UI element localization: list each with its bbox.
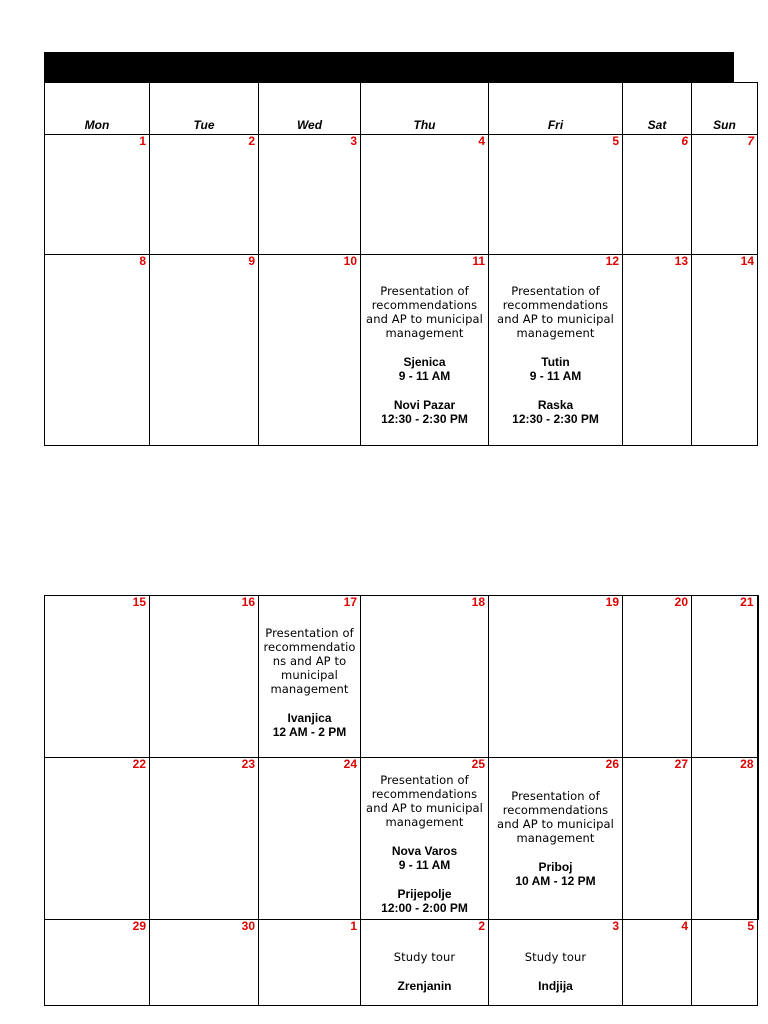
day-number: 4 [478, 134, 485, 148]
weekday-sun: Sun [692, 83, 758, 135]
event-block[interactable] [361, 284, 488, 426]
event-location: Priboj [538, 860, 573, 874]
event-location: Zrenjanin [397, 979, 452, 993]
event-time: 10 AM - 12 PM [515, 874, 596, 888]
event-block[interactable] [489, 284, 622, 426]
week-row-2 [45, 255, 758, 446]
day-number: 15 [132, 595, 146, 609]
day-number: 5 [747, 919, 754, 933]
day-cell[interactable] [489, 135, 623, 255]
event-time: 9 - 11 AM [398, 369, 451, 383]
day-number: 4 [681, 919, 688, 933]
day-number: 20 [674, 595, 688, 609]
day-number: 13 [674, 254, 688, 268]
event-block[interactable] [489, 950, 622, 993]
event-description: Study tour [393, 950, 456, 964]
day-cell[interactable] [150, 920, 259, 1006]
day-cell[interactable] [45, 758, 150, 920]
day-number: 12 [605, 254, 619, 268]
event-location: Prijepolje [397, 887, 452, 901]
weekday-fri: Fri [489, 83, 623, 135]
day-cell[interactable] [259, 596, 361, 758]
day-number: 10 [343, 254, 357, 268]
event-description: Presentation of recommendations and AP to municipal management [366, 773, 483, 829]
day-cell[interactable] [361, 920, 489, 1006]
day-cell[interactable] [489, 596, 623, 758]
weekday-tue: Tue [150, 83, 259, 135]
event-block[interactable] [361, 950, 488, 993]
day-number: 9 [248, 254, 255, 268]
day-cell[interactable] [623, 135, 692, 255]
event-location: Raska [537, 398, 574, 412]
day-cell[interactable] [150, 135, 259, 255]
day-number: 14 [740, 254, 754, 268]
week-row-1 [45, 135, 758, 255]
day-cell[interactable] [361, 596, 489, 758]
day-number: 21 [740, 595, 754, 609]
day-cell[interactable] [45, 596, 150, 758]
day-cell[interactable] [259, 255, 361, 446]
day-cell[interactable] [259, 920, 361, 1006]
event-time: 9 - 11 AM [398, 858, 451, 872]
week-row-4 [45, 758, 758, 920]
event-location: Novi Pazar [393, 398, 456, 412]
event-location: Sjenica [403, 355, 446, 369]
day-cell[interactable] [623, 758, 692, 920]
day-number: 5 [612, 134, 619, 148]
day-number: 26 [605, 757, 619, 771]
day-number: 27 [674, 757, 688, 771]
day-cell[interactable] [692, 255, 758, 446]
event-description: Presentation of recommendations and AP to municipal management [497, 789, 614, 845]
event-time: 9 - 11 AM [529, 369, 582, 383]
day-number: 24 [343, 757, 357, 771]
weekday-thu: Thu [361, 83, 489, 135]
event-location: Ivanjica [287, 711, 332, 725]
weekday-wed: Wed [259, 83, 361, 135]
day-cell[interactable] [489, 255, 623, 446]
day-cell[interactable] [489, 758, 623, 920]
day-cell[interactable] [623, 920, 692, 1006]
day-cell[interactable] [150, 596, 259, 758]
weekday-sat: Sat [623, 83, 692, 135]
day-cell[interactable] [150, 255, 259, 446]
calendar-upper [44, 82, 758, 446]
day-number: 16 [241, 595, 255, 609]
day-cell[interactable] [692, 758, 758, 920]
event-time: 12:00 - 2:00 PM [381, 901, 468, 915]
day-cell[interactable] [692, 596, 758, 758]
day-number: 1 [139, 134, 146, 148]
weekday-header-row [45, 83, 758, 135]
day-number: 3 [612, 919, 619, 933]
event-time: 12:30 - 2:30 PM [512, 412, 599, 426]
calendar-lower [44, 595, 759, 1006]
day-number: 19 [605, 595, 619, 609]
event-time: 12 AM - 2 PM [272, 725, 347, 739]
day-number: 28 [740, 757, 754, 771]
day-cell[interactable] [361, 135, 489, 255]
day-number: 6 [681, 134, 688, 148]
day-number: 3 [350, 134, 357, 148]
week-row-5 [45, 920, 758, 1006]
day-number: 22 [132, 757, 146, 771]
day-number: 2 [478, 919, 485, 933]
event-block[interactable] [361, 773, 488, 915]
day-cell[interactable] [45, 920, 150, 1006]
event-block[interactable] [259, 626, 360, 739]
day-cell[interactable] [45, 135, 150, 255]
event-location: Indjija [538, 979, 573, 993]
day-cell[interactable] [692, 135, 758, 255]
event-time: 12:30 - 2:30 PM [381, 412, 468, 426]
day-cell[interactable] [45, 255, 150, 446]
month-header-bar [44, 52, 734, 82]
weekday-mon: Mon [45, 83, 150, 135]
day-number: 11 [472, 254, 485, 268]
event-description: Presentation of recommendations and AP to municipal management [366, 284, 483, 340]
day-cell[interactable] [692, 920, 758, 1006]
day-cell[interactable] [361, 758, 489, 920]
day-cell[interactable] [259, 758, 361, 920]
event-block[interactable] [489, 789, 622, 888]
day-cell[interactable] [259, 135, 361, 255]
week-row-3 [45, 596, 758, 758]
day-cell[interactable] [361, 255, 489, 446]
day-number: 25 [471, 757, 485, 771]
day-number: 2 [248, 134, 255, 148]
day-number: 17 [343, 595, 357, 609]
day-cell[interactable] [150, 758, 259, 920]
day-number: 8 [139, 254, 146, 268]
event-description: Presentation of recommendations and AP to municipal management [497, 284, 614, 340]
day-number: 29 [132, 919, 146, 933]
event-description: Study tour [524, 950, 587, 964]
event-location: Tutin [541, 355, 570, 369]
day-cell[interactable] [623, 255, 692, 446]
day-cell[interactable] [489, 920, 623, 1006]
day-number: 1 [350, 919, 357, 933]
day-cell[interactable] [623, 596, 692, 758]
day-number: 23 [241, 757, 255, 771]
event-location: Nova Varos [391, 844, 458, 858]
day-number: 7 [747, 134, 754, 148]
day-number: 30 [241, 919, 255, 933]
event-description: Presentation of recommendatio ns and AP to municipal management [263, 626, 356, 696]
day-number: 18 [471, 595, 485, 609]
